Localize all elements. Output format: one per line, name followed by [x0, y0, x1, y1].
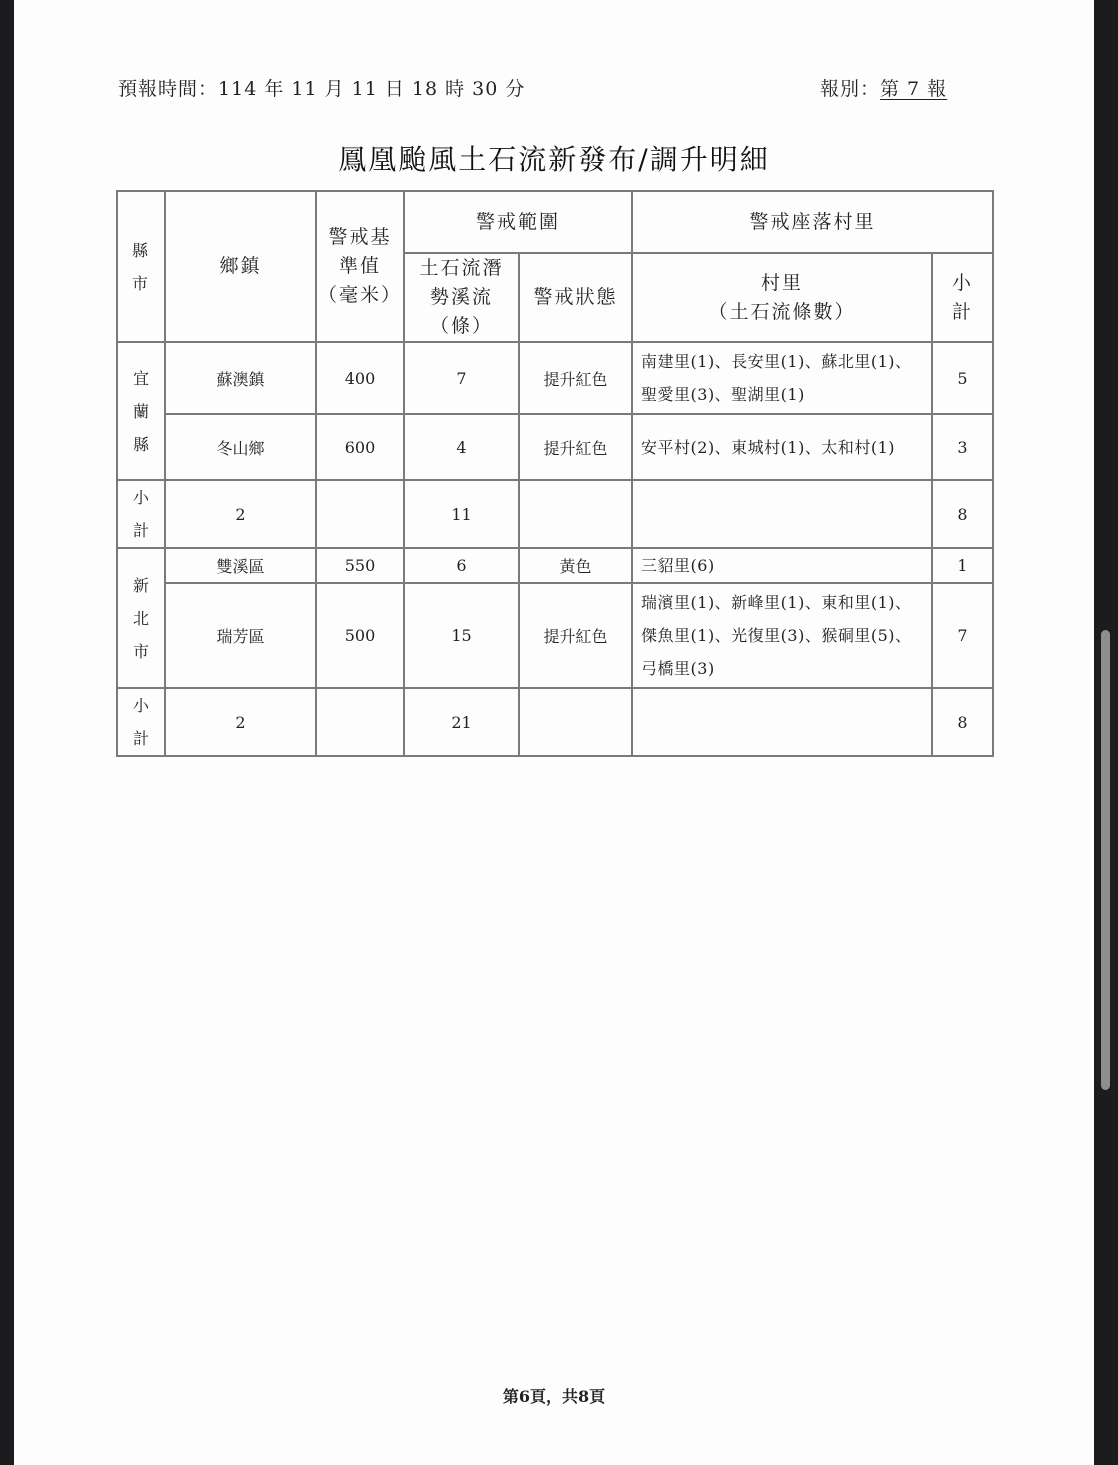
- header-villages: 村里 （土石流條數）: [632, 253, 932, 342]
- empty-cell: [519, 480, 632, 548]
- table-row: [117, 583, 993, 688]
- summary-label: 小 計: [117, 480, 165, 548]
- header-subtotal: 小 計: [932, 253, 993, 342]
- subtotal-cell: 3: [932, 414, 993, 480]
- county-cell: 新 北 市: [117, 548, 165, 688]
- summary-row: [117, 480, 993, 548]
- streams-total: 11: [404, 480, 519, 548]
- township-count: 2: [165, 480, 316, 548]
- scrollbar-thumb[interactable]: [1101, 630, 1110, 1090]
- header-threshold: 警戒基 準值 （毫米）: [316, 191, 404, 342]
- forecast-time-value: 114 年 11 月 11 日 18 時 30 分: [218, 78, 526, 100]
- header-county: 縣 市: [117, 191, 165, 342]
- township-cell: 冬山鄉: [165, 414, 316, 480]
- empty-cell: [632, 480, 932, 548]
- threshold-cell: 500: [316, 583, 404, 688]
- empty-cell: [519, 688, 632, 756]
- header-streams: 土石流潛 勢溪流 （條）: [404, 253, 519, 342]
- table-row: [117, 414, 993, 480]
- villages-cell: 三貂里(6): [632, 548, 932, 583]
- header-alert-location: 警戒座落村里: [632, 191, 993, 253]
- empty-cell: [316, 688, 404, 756]
- alert-table: [116, 190, 994, 757]
- status-cell: 提升紅色: [519, 583, 632, 688]
- table-row: [117, 548, 993, 583]
- township-cell: 雙溪區: [165, 548, 316, 583]
- township-count: 2: [165, 688, 316, 756]
- status-cell: 提升紅色: [519, 414, 632, 480]
- header-township: 鄉鎮: [165, 191, 316, 342]
- streams-cell: 15: [404, 583, 519, 688]
- subtotal-cell: 7: [932, 583, 993, 688]
- page-number: 第6頁，共8頁: [502, 1387, 606, 1406]
- table-row: [117, 342, 993, 414]
- report-number: [820, 74, 947, 101]
- subtotal-cell: 1: [932, 548, 993, 583]
- threshold-cell: 400: [316, 342, 404, 414]
- status-cell: 黃色: [519, 548, 632, 583]
- forecast-time: [118, 74, 525, 101]
- summary-row: [117, 688, 993, 756]
- empty-cell: [632, 688, 932, 756]
- villages-cell: 瑞濱里(1)、新峰里(1)、東和里(1)、傑魚里(1)、光復里(3)、猴硐里(5)、弓橋里(3): [632, 583, 932, 688]
- summary-label: 小 計: [117, 688, 165, 756]
- header-status: 警戒狀態: [519, 253, 632, 342]
- threshold-cell: 550: [316, 548, 404, 583]
- township-cell: 瑞芳區: [165, 583, 316, 688]
- empty-cell: [316, 480, 404, 548]
- report-label: 報別：: [820, 78, 881, 100]
- streams-cell: 7: [404, 342, 519, 414]
- document-title: 鳳凰颱風土石流新發布/調升明細: [338, 143, 770, 176]
- county-cell: 宜 蘭 縣: [117, 342, 165, 480]
- threshold-cell: 600: [316, 414, 404, 480]
- forecast-time-label: 預報時間：: [118, 78, 219, 100]
- township-cell: 蘇澳鎮: [165, 342, 316, 414]
- document-page: [14, 0, 1094, 1465]
- report-value: 第 7 報: [880, 78, 948, 100]
- streams-total: 21: [404, 688, 519, 756]
- villages-cell: 安平村(2)、東城村(1)、太和村(1): [632, 414, 932, 480]
- status-cell: 提升紅色: [519, 342, 632, 414]
- subtotal-total: 8: [932, 480, 993, 548]
- villages-cell: 南建里(1)、長安里(1)、蘇北里(1)、聖愛里(3)、聖湖里(1): [632, 342, 932, 414]
- streams-cell: 6: [404, 548, 519, 583]
- subtotal-cell: 5: [932, 342, 993, 414]
- header-alert-range: 警戒範圍: [404, 191, 632, 253]
- streams-cell: 4: [404, 414, 519, 480]
- subtotal-total: 8: [932, 688, 993, 756]
